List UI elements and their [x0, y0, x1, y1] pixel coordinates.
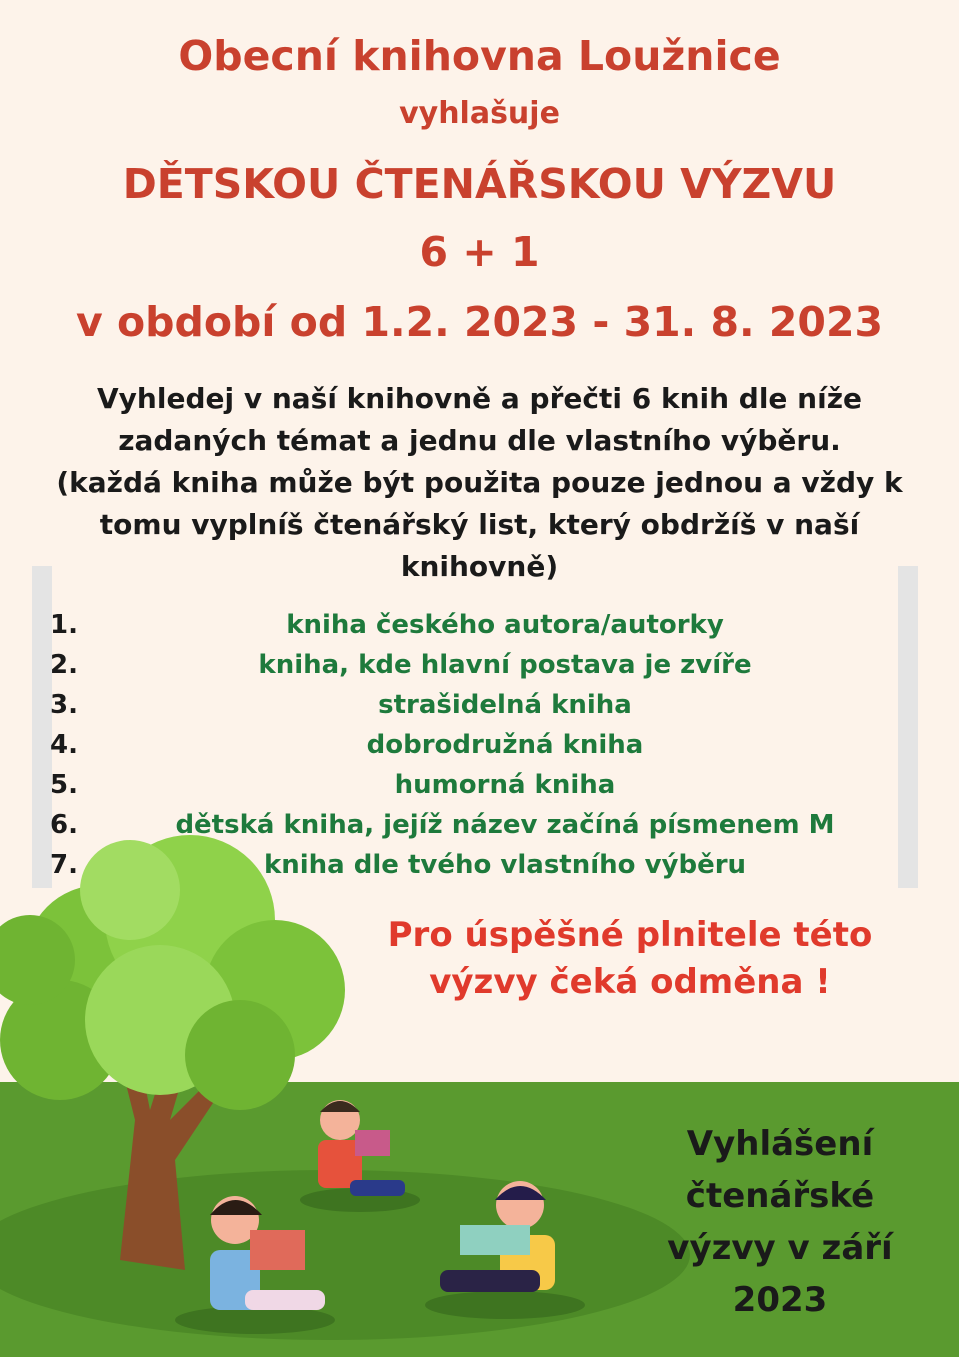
- list-item: [50, 728, 900, 768]
- list-item-number: 6.: [50, 810, 78, 840]
- list-item-number: 3.: [50, 690, 78, 720]
- list-item-number: 7.: [50, 850, 78, 880]
- instruction-line: knihovně): [400, 550, 559, 583]
- reward-notice: [360, 912, 900, 1006]
- list-item-number: 1.: [50, 610, 78, 640]
- list-item: [50, 648, 900, 688]
- challenge-instructions: [0, 378, 959, 588]
- challenge-heading: DĚTSKOU ČTENÁŘSKOU VÝZVU: [122, 160, 837, 208]
- instruction-line: (každá kniha může být použita pouze jednou a vždy k: [56, 466, 903, 499]
- list-item-text: kniha českého autora/autorky: [286, 610, 724, 640]
- list-item-number: 4.: [50, 730, 78, 760]
- left-decorative-bar: [32, 566, 52, 888]
- list-item: [50, 608, 900, 648]
- list-item: [50, 808, 900, 848]
- list-item-text: kniha, kde hlavní postava je zvíře: [258, 650, 752, 680]
- list-item-text: humorná kniha: [394, 770, 616, 800]
- book-topic-list: [50, 608, 900, 888]
- list-item: [50, 688, 900, 728]
- list-item-text: kniha dle tvého vlastního výběru: [263, 850, 747, 880]
- announcement-line: 2023: [732, 1280, 828, 1320]
- list-item-text: dobrodružná kniha: [366, 730, 644, 760]
- instruction-line: tomu vyplníš čtenářský list, který obdržíš v naší: [99, 508, 860, 541]
- right-decorative-bar: [898, 566, 918, 888]
- list-item-number: 2.: [50, 650, 78, 680]
- library-title: Obecní knihovna Loužnice: [178, 32, 781, 80]
- reward-line: výzvy čeká odměna !: [429, 962, 831, 1002]
- announcement-line: Vyhlášení: [686, 1124, 874, 1164]
- list-item: [50, 848, 900, 888]
- instruction-line: zadaných témat a jednu dle vlastního výběru.: [118, 424, 841, 457]
- announcement-line: čtenářské: [685, 1176, 875, 1216]
- challenge-period: v období od 1.2. 2023 - 31. 8. 2023: [75, 298, 884, 346]
- list-item-text: strašidelná kniha: [378, 690, 632, 720]
- announcement-line: výzvy v září: [667, 1228, 893, 1268]
- list-item-text: dětská kniha, jejíž název začíná písmenem M: [175, 810, 835, 840]
- reward-line: Pro úspěšné plnitele této: [387, 915, 873, 955]
- instruction-line: Vyhledej v naší knihovně a přečti 6 knih dle níže: [97, 382, 862, 415]
- list-item-number: 5.: [50, 770, 78, 800]
- list-item: [50, 768, 900, 808]
- announces-label: vyhlašuje: [399, 96, 560, 131]
- challenge-ratio: 6 + 1: [419, 228, 540, 276]
- results-announcement: [640, 1118, 920, 1326]
